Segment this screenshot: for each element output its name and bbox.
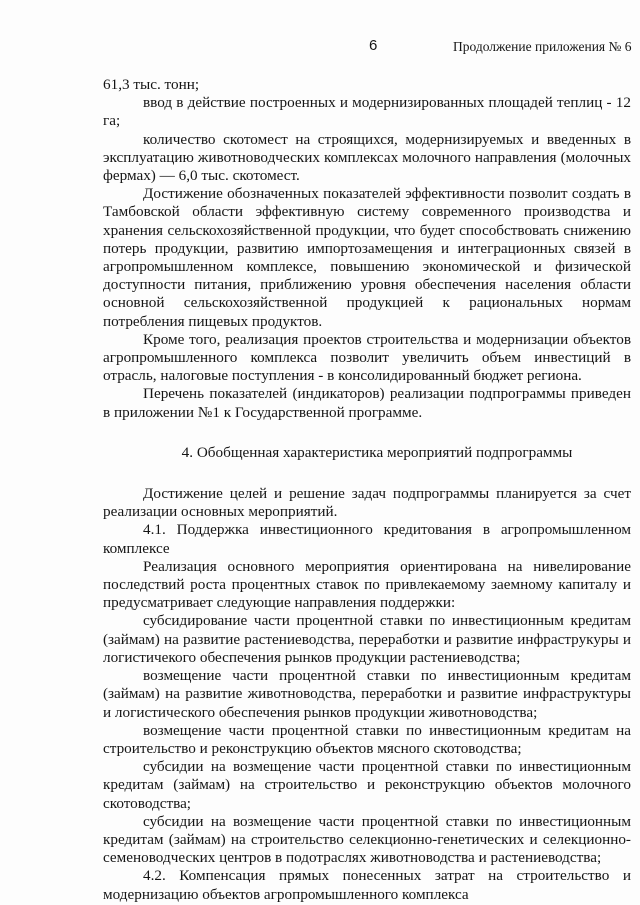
paragraph: Реализация основного мероприятия ориентирована на нивелирование последствий роста процентных ставок по привлекаемому заемному капиталу и предусматривает следующие направления поддержки: [103,557,631,612]
running-head: Продолжение приложения № 6 [453,39,632,54]
list-item: субсидирование части процентной ставки по инвестиционным кредитам (займам) на развитие растениеводства, переработки и развитие инфраструкуры и логистичекого обеспечения рынков продукции растениеводства; [103,612,631,666]
document-body [103,76,631,904]
paragraph: ввод в действие построенных и модернизированных площадей теплиц - 12 га; [103,94,631,130]
subsection-heading: 4.2. Компенсация прямых понесенных затрат на строительство и модернизацию объектов агропромышленного комплекса [103,867,631,903]
paragraph: Перечень показателей (индикаторов) реализации подпрограммы приведен в приложении №1 к Государственной программе. [103,385,631,421]
section-heading: 4. Обобщенная характеристика мероприятий подпрограммы [181,443,573,461]
paragraph: Кроме того, реализация проектов строительства и модернизации объектов агропромышленного комплекса позволит увеличить объем инвестиций в отрасль, налоговые поступления - в консолидированный бюджет региона. [103,330,631,385]
list-item: субсидии на возмещение части процентной ставки по инвестиционным кредитам (займам) на строительство и реконструкцию объектов молочного скотоводства; [103,758,631,812]
page-number: 6 [369,37,378,54]
list-item: возмещение части процентной ставки по инвестиционным кредитам на строительство и реконструкцию объектов мясного скотоводства; [103,721,631,757]
list-item: субсидии на возмещение части процентной ставки по инвестиционным кредитам (займам) на строительство селекционно-генетических и селекционно-семеноводческих центров в подотраслях животноводства и растениеводства; [103,812,631,867]
paragraph: Достижение целей и решение задач подпрограммы планируется за счет реализации основных мероприятий. [103,485,631,521]
paragraph: 61,3 тыс. тонн; [103,76,200,93]
paragraph: Достижение обозначенных показателей эффективности позволит создать в Тамбовской области эффективную систему современного производства и хранения сельскохозяйственной продукции, что будет способствовать снижению потерь продукции, развитию импортозамещения и интеграционных связей в агропромышленном комплексе, повышению экономической и физической доступности питания, приближению уровня обеспечения населения области основной сельскохозяйственной продукцией к рациональных нормам потребления пищевых продуктов. [103,185,631,330]
subsection-heading: 4.1. Поддержка инвестиционного кредитования в агропромышленном комплексе [103,521,631,557]
paragraph: количество скотомест на строящихся, модернизируемых и введенных в эксплуатацию животноводческих комплексах молочного направления (молочных фермах) — 6,0 тыс. скотомест. [103,130,631,185]
list-item: возмещение части процентной ставки по инвестиционным кредитам (займам) на развитие животноводства, переработки и развитие инфраструктуры и логистического обеспечения рынков продукции животноводства; [103,667,631,721]
